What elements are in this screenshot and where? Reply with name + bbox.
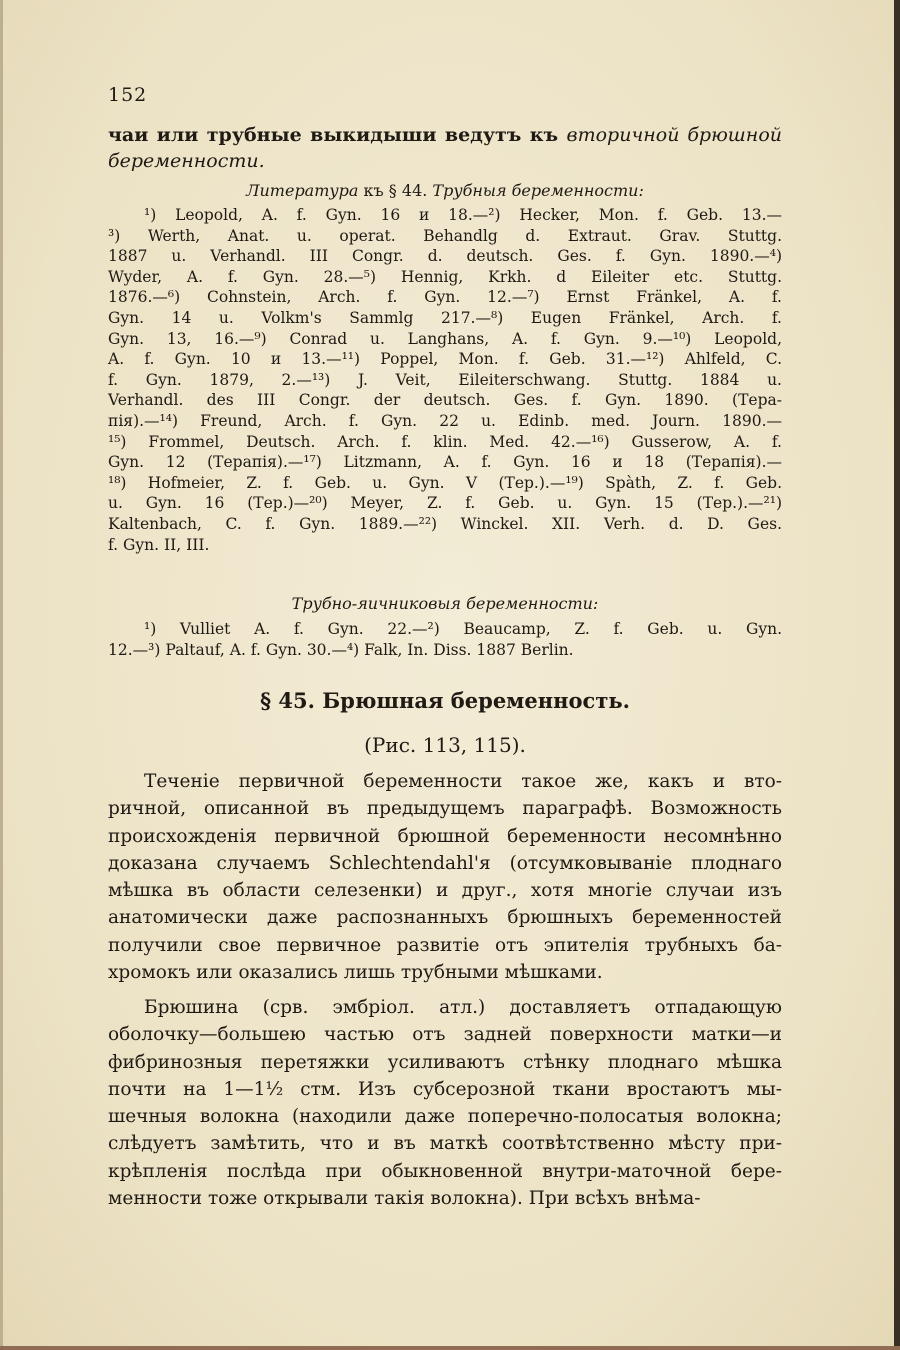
para2-line: крѣпленія послѣда при обыкновенной внутри-маточной бере-: [108, 1160, 782, 1182]
refs2-line: ¹) Vulliet A. f. Gyn. 22.—²) Beaucamp, Z. f. Geb. u. Gyn.: [144, 620, 782, 638]
refs1-line: Verhandl. des III Congr. der deutsch. Ges. f. Gyn. 1890. (Тера-: [108, 391, 782, 410]
page-left-edge: [0, 0, 3, 1350]
para1-line: анатомически даже распознанныхъ брюшныхъ беременностей: [108, 907, 782, 929]
para1-line: ричной, описанной въ предыдущемъ параграфѣ. Возможность: [108, 798, 782, 820]
para2-line: фибринозныя перетяжки усиливаютъ стѣнку плоднаго мѣшка: [108, 1051, 782, 1073]
intro-line-2: беременности.: [108, 150, 265, 172]
refs1-line: Gyn. 12 (Терапія).—¹⁷) Litzmann, A. f. Gyn. 16 и 18 (Терапія).—: [108, 453, 782, 472]
para1-line: мѣшка въ области селезенки) и друг., хотя многіе случаи изъ: [108, 880, 782, 902]
para1-line: хромокъ или оказались лишь трубными мѣшками.: [108, 962, 603, 984]
refs1-line: ³) Werth, Anat. u. operat. Behandlg d. Extraut. Grav. Stuttg.: [108, 226, 782, 245]
para2-line: слѣдуетъ замѣтить, что и въ маткѣ соотвѣтственно мѣсту при-: [108, 1133, 782, 1155]
refs1-line: A. f. Gyn. 10 и 13.—¹¹) Poppel, Mon. f. Geb. 31.—¹²) Ahlfeld, C.: [108, 350, 782, 369]
refs1-line: пія).—¹⁴) Freund, Arch. f. Gyn. 22 u. Edinb. med. Journ. 1890.—: [108, 411, 782, 430]
figure-reference: (Рис. 113, 115).: [364, 733, 526, 757]
refs1-line: Gyn. 14 u. Volkm's Sammlg 217.—⁸) Eugen Fränkel, Arch. f.: [108, 308, 782, 327]
para2-line: почти на 1—1½ стм. Изъ субсерозной ткани вростаютъ мы-: [108, 1078, 782, 1100]
literature-heading-tubal: Литература къ § 44. Трубныя беременности:: [246, 181, 644, 200]
refs1-line: Gyn. 13, 16.—⁹) Conrad u. Langhans, A. f. Gyn. 9.—¹⁰) Leopold,: [108, 329, 782, 348]
refs1-line: f. Gyn. 1879, 2.—¹³) J. Veit, Eileiterschwang. Stuttg. 1884 u.: [108, 370, 782, 389]
refs1-line: f. Gyn. II, III.: [108, 535, 210, 554]
para2-line: шечныя волокна (находили даже поперечно-полосатыя волокна;: [108, 1106, 782, 1128]
literature-heading-tubo-ovarian: Трубно-яичниковыя беременности:: [291, 594, 599, 613]
para1-line: получили свое первичное развитіе отъ эпителія трубныхъ ба-: [108, 934, 782, 956]
para2-line: менности тоже открывали такія волокна). При всѣхъ внѣма-: [108, 1188, 701, 1210]
para1-line: доказана случаемъ Schlechtendahl'я (отсумковываніе плоднаго: [108, 852, 782, 874]
para1-line: происхожденія первичной брюшной беременности несомнѣнно: [108, 825, 782, 847]
section-title: § 45. Брюшная беременность.: [260, 688, 630, 713]
refs1-line: 1876.—⁶) Cohnstein, Arch. f. Gyn. 12.—⁷) Ernst Fränkel, A. f.: [108, 288, 782, 307]
para2-line: Брюшина (срв. эмбріол. атл.) доставляетъ отпадающую: [144, 997, 782, 1018]
refs1-line: ¹⁸) Hofmeier, Z. f. Geb. u. Gyn. V (Тер.).—¹⁹) Spàth, Z. f. Geb.: [108, 473, 782, 492]
intro-line-1: чаи или трубные выкидыши ведутъ къ вторичной брюшной: [108, 124, 782, 146]
refs1-line: Wyder, A. f. Gyn. 28.—⁵) Hennig, Krkh. d Eileiter etc. Stuttg.: [108, 267, 782, 286]
refs1-line: ¹) Leopold, A. f. Gyn. 16 и 18.—²) Hecker, Mon. f. Geb. 13.—: [144, 206, 782, 224]
references-tubal: [108, 205, 782, 555]
page-number: 152: [108, 84, 148, 106]
references-tubo-ovarian: [108, 619, 782, 660]
intro-paragraph: [108, 122, 782, 174]
refs1-line: Kaltenbach, C. f. Gyn. 1889.—²²) Winckel. XII. Verh. d. D. Ges.: [108, 514, 782, 533]
paragraph-primary-pregnancy: [108, 768, 782, 986]
page-bottom-edge: [0, 1346, 900, 1350]
page-right-edge: [894, 0, 900, 1350]
paragraph-peritoneum: [108, 994, 782, 1212]
para2-line: оболочку—большею частью отъ задней поверхности матки—и: [108, 1024, 782, 1046]
refs2-line: 12.—³) Paltauf, A. f. Gyn. 30.—⁴) Falk, In. Diss. 1887 Berlin.: [108, 640, 574, 659]
refs1-line: 1887 u. Verhandl. III Congr. d. deutsch. Ges. f. Gyn. 1890.—⁴): [108, 247, 782, 266]
refs1-line: u. Gyn. 16 (Тер.)—²⁰) Meyer, Z. f. Geb. u. Gyn. 15 (Тер.).—²¹): [108, 494, 782, 513]
refs1-line: ¹⁵) Frommel, Deutsch. Arch. f. klin. Med. 42.—¹⁶) Gusserow, A. f.: [108, 432, 782, 451]
para1-line: Теченіе первичной беременности такое же, какъ и вто-: [144, 771, 782, 792]
